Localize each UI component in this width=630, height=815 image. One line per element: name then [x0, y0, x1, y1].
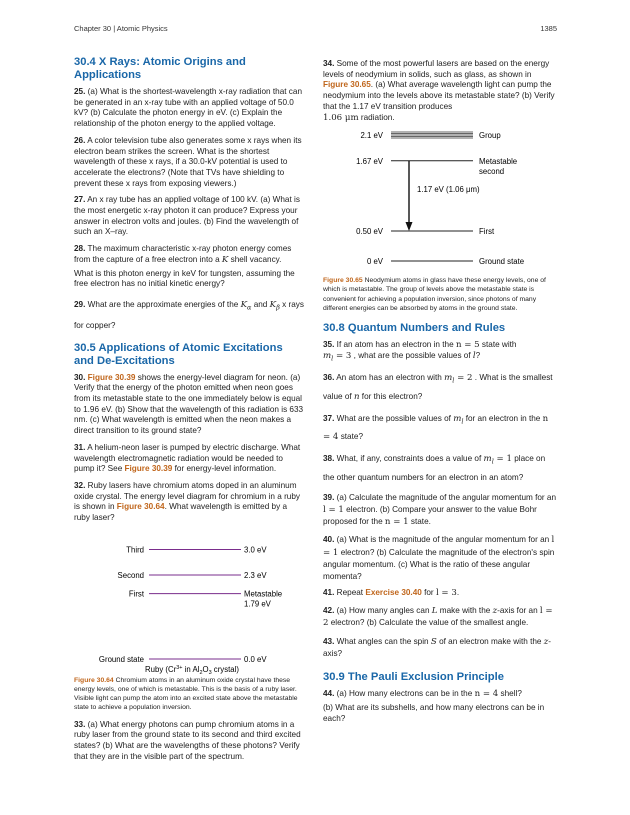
- level-label: Third: [126, 545, 144, 555]
- level-label-2: second: [479, 167, 505, 177]
- page-number: 1385: [540, 24, 557, 33]
- exercise-30-40-link[interactable]: Exercise 30.40: [365, 588, 422, 597]
- section-heading-30-5: 30.5 Applications of Atomic Excitations and De-Excitations: [74, 341, 283, 367]
- problem-30: 30. Figure 30.39 shows the energy-level diagram for neon. (a) Verify that the energy of the photon emitted when neon goes from its metastable state to the one immediately below is equal to 1.96 eV. (b) Show that the wavelength of this radiation is 633 nm. (c) What wavelength is emitted when the neon makes a direct transition to its ground state?: [74, 372, 304, 436]
- level-label: Second: [117, 570, 144, 580]
- problem-40: 40. (a) What is the magnitude of the angular momentum for an l = 1 electron? (b) Calculate the magnitude of the electron's spin angular momentum. (c) What is the ratio of these angular momenta?: [323, 535, 555, 581]
- level-value: 3.0 eV: [244, 545, 267, 555]
- problem-37: 37. What are the possible values of $m_l$ for an electron in the n = 4 state?: [323, 413, 549, 443]
- transition-arrow-head: [406, 222, 413, 231]
- level-value-extra: 1.79 eV: [244, 599, 271, 609]
- figure-30-64-diagram: [74, 526, 304, 676]
- level-label: First: [479, 227, 495, 237]
- figure-30-64-link[interactable]: Figure 30.64: [116, 502, 165, 512]
- problem-29: 29. What are the approximate energies of the $K_\alpha$ and $K_\beta$ x rays for copper?: [74, 299, 304, 330]
- level-label: Ground state: [479, 257, 525, 267]
- level-energy: 0.50 eV: [356, 227, 383, 237]
- problem-44-b: (b) What are its subshells, and how many electrons can be in each?: [323, 703, 545, 724]
- figure-30-65-link[interactable]: Figure 30.65: [323, 80, 371, 90]
- level-energy: 2.1 eV: [360, 131, 383, 141]
- section-heading-30-4: 30.4 X Rays: Atomic Origins and Applications: [74, 56, 246, 81]
- problem-28: 28. The maximum characteristic x-ray photon energy comes from the capture of a free electron into a K shell vacancy.: [74, 244, 292, 265]
- problem-28-continued: What is this photon energy in keV for tungsten, assuming the free electron has no initial kinetic energy?: [74, 268, 295, 289]
- problem-38: 38. What, if any, constraints does a value of $m_l = 1$ place on the other quantum numbers for an electron in an atom?: [323, 454, 546, 482]
- figure-30-39-link-2[interactable]: Figure 30.39: [124, 464, 173, 474]
- figure-30-39-link[interactable]: Figure 30.39: [87, 372, 136, 382]
- transition-label: 1.17 eV (1.06 μm): [417, 185, 480, 195]
- problem-33: 33. (a) What energy photons can pump chromium atoms in a ruby laser from the ground state to its second and third excited states? (b) What are the wavelengths of these photons? Verify that they are in the visible part of the spectrum.: [74, 719, 301, 761]
- level-label: Ground state: [98, 654, 144, 664]
- figure-30-65-caption: Figure 30.65 Neodymium atoms in glass have these energy levels, one of which is metastable. The group of levels above the metastable state is convenient for achieving a population inversion, since photons of many different energies can be absorbed by atoms in the ground state.: [323, 277, 546, 312]
- section-heading-30-9: 30.9 The Pauli Exclusion Principle: [323, 670, 504, 683]
- figure-30-64-caption: Figure 30.64 Chromium atoms in an aluminum oxide crystal have these energy levels, one of which is metastable. This is the basis of a ruby laser. Visible light can pump the atom into an excited state above the metastable state to achieve a population inversion.: [74, 676, 298, 712]
- problem-32: 32. Ruby lasers have chromium atoms doped in an aluminum oxide crystal. The energy level diagram for chromium in a ruby is shown in Figure 30.64. What wavelength is emitted by a ruby laser?: [74, 480, 301, 523]
- problem-26: 26. A color television tube also generates some x rays when its electron beam strikes the screen. What is the shortest wavelength of these x rays, if a 30.0-kV potential is used to accelerate the electrons? (Note that TVs have shielding to prevent these x rays from exposing viewers.): [74, 135, 302, 188]
- section-heading-30-8: 30.8 Quantum Numbers and Rules: [323, 322, 506, 335]
- right-column: [323, 59, 557, 731]
- problem-36: 36. An atom has an electron with $m_l = 2$ . What is the smallest value of n for this electron?: [323, 373, 553, 402]
- problem-39: 39. (a) Calculate the magnitude of the angular momentum for an l = 1 electron. (b) Compare your answer to the value Bohr proposed for the n = 1 state.: [323, 493, 557, 527]
- problem-31: 31. A helium-neon laser is pumped by electric discharge. What wavelength electromagnetic radiation would be needed to pump it? See Figure 30.39 for energy-level information.: [74, 442, 301, 474]
- problem-25: 25. (a) What is the shortest-wavelength x-ray radiation that can be generated in an x-ray tube with an applied voltage of 50.0 kV? (b) Calculate the photon energy in eV. (c) Explain the relationship of the photon energy to the applied voltage.: [74, 87, 303, 129]
- level-value: Metastable: [244, 589, 283, 599]
- level-label: Metastable: [479, 157, 518, 167]
- level-label: First: [128, 589, 144, 599]
- left-column: [74, 56, 304, 768]
- level-energy: 1.67 eV: [356, 157, 383, 167]
- ruby-label: Ruby ($Cr^{3+}$ in $Al_2O_3$ crystal): [145, 664, 239, 676]
- problem-44: 44. (a) How many electrons can be in the n = 4 shell?: [323, 688, 522, 699]
- problem-43: 43. What angles can the spin S of an electron make with the z-axis?: [323, 636, 552, 659]
- level-value: 2.3 eV: [244, 570, 267, 580]
- problem-27: 27. An x ray tube has an applied voltage of 100 kV. (a) What is the most energetic x-ray photon it can produce? Express your answer in electron volts and joules. (b) Find the wavelength of such an X–ray.: [74, 195, 300, 237]
- problem-35: 35. If an atom has an electron in the n = 5 state with $m_l = 3$ , what are the possible values of l?: [323, 340, 517, 363]
- figure-30-65-diagram: [323, 124, 557, 276]
- level-energy: 0 eV: [366, 257, 383, 267]
- level-label: Group: [479, 131, 501, 141]
- level-value: 0.0 eV: [244, 654, 267, 664]
- problem-34: 34. Some of the most powerful lasers are based on the energy levels of neodymium in solids, such as glass, as shown in Figure 30.65. (a) What average wavelength light can pump the neodymium into the levels above its metastable state? (b) Verify that the 1.17 eV transition produces 1.06 μm radiation.: [323, 59, 555, 123]
- problem-42: 42. (a) How many angles can L make with the z-axis for an l = 2 electron? (b) Calculate the value of the smallest angle.: [323, 605, 553, 629]
- chapter-header: Chapter 30 | Atomic Physics: [74, 24, 168, 33]
- problem-41: 41. Repeat Exercise 30.40 for l = 3.: [323, 588, 460, 598]
